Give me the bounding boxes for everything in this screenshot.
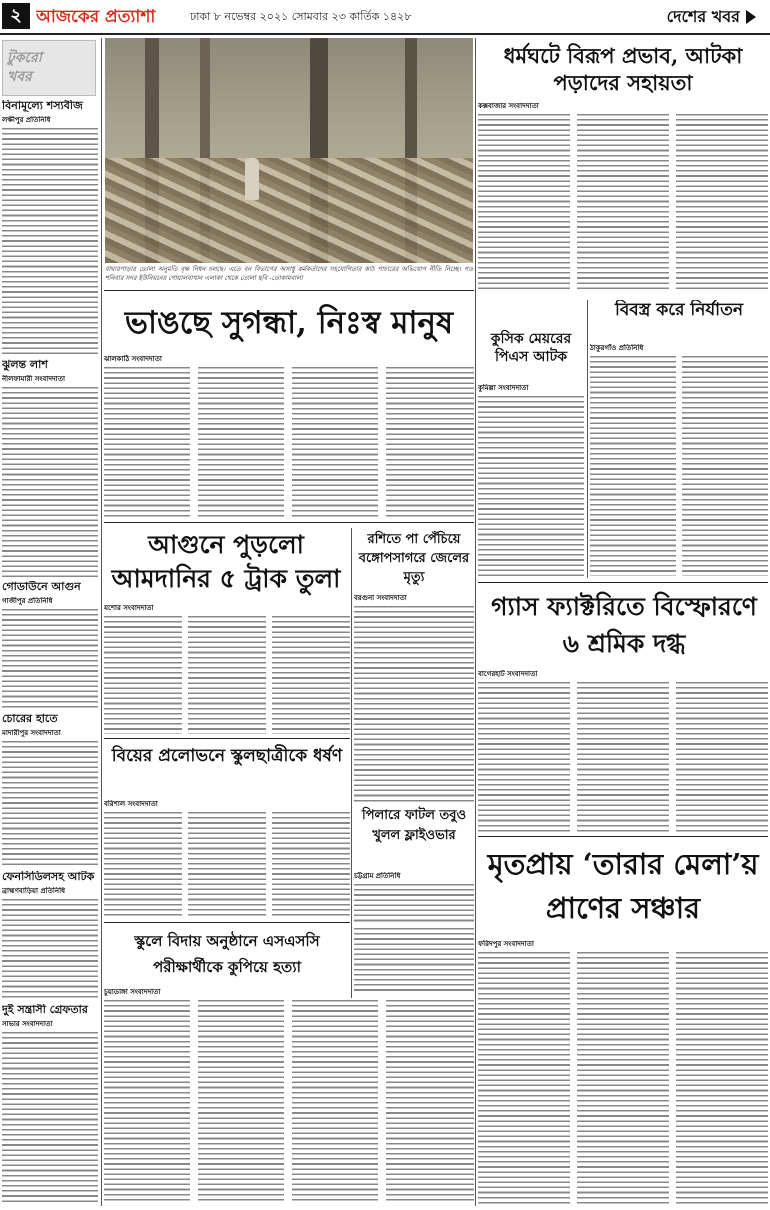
- brief-column: [0, 36, 100, 1210]
- masthead-rule: [0, 33, 770, 35]
- brief-body: [2, 899, 98, 999]
- headline-farewell: স্কুলে বিদায় অনুষ্ঠানে এসএসসি পরীক্ষার্থীকে কুপিয়ে হত্যা: [134, 932, 320, 976]
- byline-tarar-mela: ফরিদপুর সংবাদদাতা: [478, 940, 534, 948]
- byline-torture: ঠাকুরগাঁও প্রতিনিধি: [590, 344, 644, 352]
- headline-sugandha: ভাঙছে সুগন্ধা, নিঃস্ব মানুষ: [124, 305, 454, 341]
- body-rope-death: [354, 606, 474, 804]
- brief-body: [2, 387, 98, 577]
- photo-caption-text: বাঘারপাড়ার ভোলা অনুমতি বৃক্ষ নিধন চলছে। এতে বন বিভাগের অসাধু কর্মকর্তাদের সহযোগিতার কাঠ পাচারের অভিযোগ নীতি নিচ্ছে। গত শনিবার সদর ইউনিয়নের গোয়ালবাথান এলাকা থেকে তোলা ছবি: [105, 265, 473, 282]
- brief-byline: সাভার সংবাদদাতা: [2, 1020, 53, 1028]
- brief-byline: লক্ষীপুর প্রতিনিধি: [2, 116, 51, 124]
- body-farewell: [104, 1000, 474, 1204]
- brief-byline: ব্রাহ্মণবাড়িয়া প্রতিনিধি: [2, 887, 66, 895]
- section-rule: [104, 738, 350, 739]
- byline-fire-trucks: যশোর সংবাদদাতা: [104, 604, 154, 612]
- photo-credit: -তোকামবালা: [269, 274, 303, 282]
- body-gas-factory: [478, 682, 768, 832]
- section-rule: [104, 290, 474, 291]
- section-title: দেশের খবর: [666, 7, 740, 26]
- section-rule: [478, 836, 768, 837]
- headline-tarar-mela: মৃতপ্রায় ‘তারার মেলা’য় প্রাণের সঞ্চার: [487, 847, 759, 925]
- body-flyover-continued: [354, 928, 474, 994]
- news-photo: [105, 38, 473, 263]
- brief-headline: দুই সন্ত্রাসী গ্রেফতার: [2, 1004, 88, 1016]
- brief-byline: নীলফামারী সংবাদদাতা: [2, 375, 65, 383]
- byline-sugandha: ঝালকাঠি সংবাদদাতা: [104, 355, 162, 363]
- headline-kushik: কুসিক মেয়রের পিএস আটক: [490, 331, 572, 365]
- headline-gas-factory: গ্যাস ফ্যাক্টরিতে বিস্ফোরণে ৬ শ্রমিক দগ্ধ: [491, 592, 757, 658]
- body-torture: [590, 356, 768, 576]
- brief-headline: চোরের হাতে: [2, 713, 58, 725]
- brief-headline: বিনামূল্যে শস্যবীজ: [2, 100, 83, 112]
- section-rule: [478, 582, 768, 583]
- headline-marriage: বিয়ের প্রলোভনে স্কুলছাত্রীকে ধর্ষণ: [111, 746, 343, 766]
- brief-byline: গাজীপুর প্রতিনিধি: [2, 597, 53, 605]
- byline-flyover: চট্টগ্রাম প্রতিনিধি: [354, 872, 401, 880]
- brief-headline: ঝুলন্ত লাশ: [2, 359, 48, 371]
- column-divider: [101, 38, 102, 1206]
- dateline: ঢাকা ৮ নভেম্বর ২০২১ সোমবার ২৩ কার্তিক ১৪২৮: [190, 10, 412, 23]
- body-kushik: [478, 396, 584, 576]
- headline-strike: ধর্মঘটে বিরূপ প্রভাব, আটকা পড়াদের সহায়তা: [503, 43, 743, 95]
- brief-body: [2, 741, 98, 867]
- body-strike: [478, 114, 768, 292]
- worker-figure: [245, 158, 259, 200]
- column-divider: [587, 300, 588, 578]
- section-rule: [104, 522, 474, 523]
- body-flyover: [354, 884, 474, 924]
- byline-kushik: কুমিল্লা সংবাদদাতা: [478, 384, 529, 392]
- brief-body: [2, 1032, 98, 1204]
- body-fire-trucks: [104, 616, 350, 734]
- byline-marriage: বরিশাল সংবাদদাতা: [104, 800, 158, 808]
- byline-rope-death: বরগুনা সংবাদদাতা: [354, 594, 407, 602]
- column-divider: [351, 528, 352, 998]
- paper-name: আজকের প্রত্যাশা: [36, 7, 156, 27]
- brief-headline: গোডাউনে আগুন: [2, 581, 81, 593]
- section-arrow-icon: [746, 10, 756, 24]
- brief-body: [2, 609, 98, 709]
- section-rule: [104, 922, 350, 923]
- headline-flyover: পিলারে ফাটল তবুও খুলল ফ্লাইওভার: [361, 808, 467, 843]
- headline-fire-trucks: আগুনে পুড়লো আমদানির ৫ ট্রাক তুলা: [111, 530, 341, 593]
- byline-farewell: চুয়াডাঙ্গা সংবাদদাতা: [104, 988, 161, 996]
- brief-logo: [2, 40, 96, 96]
- log-pile: [105, 158, 473, 263]
- headline-rope-death: রশিতে পা পেঁচিয়ে বঙ্গোপসাগরে জেলের মৃত্যু: [358, 532, 470, 585]
- column-divider: [475, 38, 476, 1206]
- brief-logo-text: টুকরো খবর: [7, 50, 42, 85]
- page-number: ২: [2, 3, 30, 29]
- photo-caption: [105, 265, 473, 285]
- masthead: [0, 0, 770, 36]
- body-sugandha: [104, 367, 474, 517]
- brief-headline: ফেনসিডিলসহ আটক: [2, 871, 95, 883]
- headline-torture: বিবস্ত্র করে নির্যাতন: [614, 300, 744, 320]
- brief-body: [2, 128, 98, 354]
- body-tarar-mela: [478, 952, 768, 1204]
- byline-strike: কক্সবাজার সংবাদদাতা: [478, 102, 539, 110]
- byline-gas-factory: বাগেরহাট সংবাদদাতা: [478, 670, 538, 678]
- body-marriage: [104, 812, 350, 918]
- brief-byline: মাদারীপুর সংবাদদাতা: [2, 729, 61, 737]
